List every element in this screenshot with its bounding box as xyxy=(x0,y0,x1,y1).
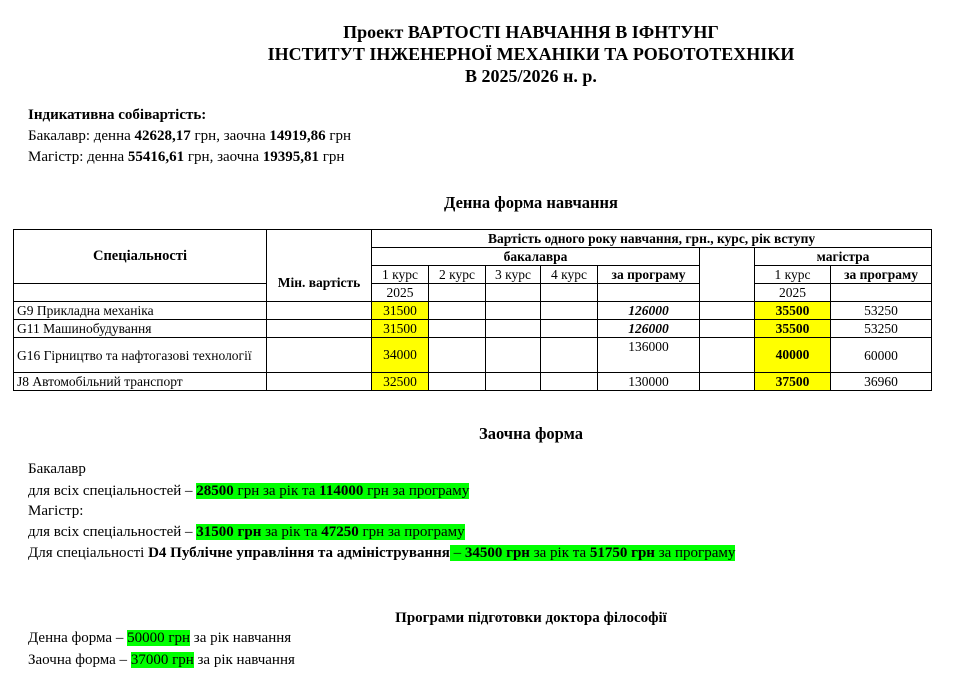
specialty-name: G11 Машинобудування xyxy=(14,320,267,338)
master-program-price: 53250 xyxy=(831,320,932,338)
header-line-1: Проект ВАРТОСТІ НАВЧАННЯ В ІФНТУНГ xyxy=(343,22,719,42)
ext-form-title: Заочна форма xyxy=(479,424,583,443)
day-form-title: Денна форма навчання xyxy=(444,193,618,212)
master-course-1-price: 37500 xyxy=(755,373,830,390)
ext-bach-pre: для всіх спеціальностей – xyxy=(28,483,197,499)
course-1-price: 31500 xyxy=(372,302,428,319)
ext-bach-t1: грн за рік та xyxy=(233,483,320,499)
mag-prefix: Магістр: денна xyxy=(28,149,128,165)
master-program-price: 53250 xyxy=(831,302,932,320)
master-course-1-price: 40000 xyxy=(755,338,830,372)
ext-mag-t2: грн за програму xyxy=(358,524,465,540)
mag-mid: грн, заочна xyxy=(184,149,263,165)
ext-d4-t1: за рік та xyxy=(529,545,590,561)
ext-bach-program-price: 114000 xyxy=(319,483,364,499)
phd-title: Програми підготовки доктора філософії xyxy=(395,610,667,626)
ext-d4-name: D4 Публічне управління та адміністрування xyxy=(148,545,450,561)
master-course-1-price: 35500 xyxy=(755,320,830,337)
ext-bachelor-line xyxy=(28,483,469,500)
specialty-name: G9 Прикладна механіка xyxy=(14,302,267,320)
table-row xyxy=(14,320,932,338)
master-program-price: 36960 xyxy=(831,373,932,391)
master-program-price: 60000 xyxy=(831,338,932,373)
header-bachelor: бакалавра xyxy=(372,248,700,266)
header-master: магістра xyxy=(755,248,932,266)
phd-ext-price: 37000 грн xyxy=(130,652,194,668)
bach-day-cost: 42628,17 xyxy=(134,128,191,144)
header-line-3: В 2025/2026 н. р. xyxy=(465,66,597,86)
table-row xyxy=(14,373,932,391)
mag-ext-cost: 19395,81 xyxy=(262,149,319,165)
phd-ext-line xyxy=(28,652,295,669)
phd-day-price: 50000 грн xyxy=(127,630,191,646)
ext-bach-year-price: 28500 xyxy=(196,483,234,499)
phd-day-pre: Денна форма – xyxy=(28,630,128,646)
header-specialties: Спеціальності xyxy=(14,230,267,284)
header-course-1: 1 курс xyxy=(372,266,429,284)
table-header-row-4 xyxy=(14,284,932,302)
ext-mag-pre: для всіх спеціальностей – xyxy=(28,524,197,540)
header-master-course-1: 1 курс xyxy=(755,266,831,284)
header-master-program: за програму xyxy=(831,266,932,284)
specialty-name: G16 Гірництво та нафтогазові технології xyxy=(14,338,267,373)
ext-master-label: Магістр: xyxy=(28,503,84,519)
ext-bachelor-label: Бакалавр xyxy=(28,461,86,477)
program-price: 126000 xyxy=(598,320,700,338)
bach-prefix: Бакалавр: денна xyxy=(28,128,135,144)
header-min-cost: Мін. вартість xyxy=(267,266,372,302)
ext-mag-t1: за рік та xyxy=(261,524,322,540)
master-course-1-price: 35500 xyxy=(755,302,830,319)
ext-d4-pre: Для спеціальності xyxy=(28,545,149,561)
course-1-price: 34000 xyxy=(372,338,428,372)
indicative-master xyxy=(28,149,344,166)
specialty-name: J8 Автомобільний транспорт xyxy=(14,373,267,391)
header-year-master: 2025 xyxy=(755,284,831,302)
course-1-price: 32500 xyxy=(372,373,428,390)
header-course-4: 4 курс xyxy=(541,266,598,284)
course-1-price: 31500 xyxy=(372,320,428,337)
ext-d4-dash: – xyxy=(449,545,465,561)
bach-mid: грн, заочна xyxy=(190,128,270,144)
ext-mag-program-price: 47250 xyxy=(321,524,359,540)
table-row xyxy=(14,302,932,320)
mag-day-cost: 55416,61 xyxy=(127,149,185,165)
header-course-2: 2 курс xyxy=(429,266,486,284)
ext-d4-t2: за програму xyxy=(654,545,736,561)
phd-ext-post: за рік навчання xyxy=(193,652,295,668)
mag-suffix: грн xyxy=(319,149,345,165)
header-program: за програму xyxy=(598,266,700,284)
bach-suffix: грн xyxy=(325,128,352,144)
header-cost: Вартість одного року навчання, грн., курс, рік вступу xyxy=(372,230,932,248)
program-price: 126000 xyxy=(598,302,700,320)
table-row xyxy=(14,338,932,373)
program-price: 130000 xyxy=(598,373,700,391)
day-form-table xyxy=(13,229,932,391)
ext-mag-year-price: 31500 грн xyxy=(196,524,262,540)
phd-day-line xyxy=(28,630,291,647)
bach-ext-cost: 14919,86 xyxy=(269,128,326,144)
phd-ext-pre: Заочна форма – xyxy=(28,652,131,668)
header-line-2: ІНСТИТУТ ІНЖЕНЕРНОЇ МЕХАНІКИ ТА РОБОТОТЕХНІКИ xyxy=(267,44,795,64)
table-header-row-1 xyxy=(14,230,932,248)
header-year-bachelor: 2025 xyxy=(372,284,429,302)
program-price: 136000 xyxy=(598,338,700,373)
header-course-3: 3 курс xyxy=(486,266,541,284)
indicative-bachelor xyxy=(28,128,351,145)
ext-bach-t2: грн за програму xyxy=(363,483,470,499)
phd-day-post: за рік навчання xyxy=(190,630,292,646)
ext-master-line xyxy=(28,524,465,541)
indicative-heading: Індикативна собівартість: xyxy=(28,107,207,123)
ext-d4-year-price: 34500 грн xyxy=(464,545,530,561)
ext-d4-program-price: 51750 грн xyxy=(589,545,655,561)
ext-d4-line xyxy=(28,545,735,562)
